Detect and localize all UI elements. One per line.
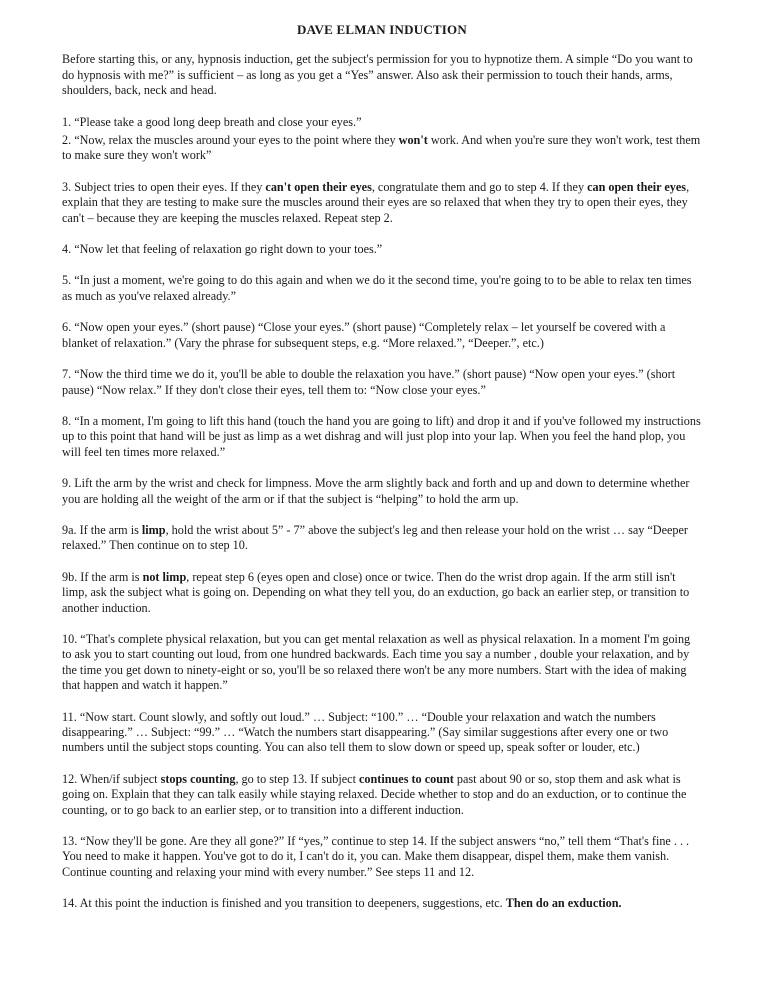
- text-run: 9. Lift the arm by the wrist and check for limpness. Move the arm slightly back and forth and up and down to determine whether you are holding all the weight of the arm or if that the subject is “helping” to hold the arm up.: [62, 476, 690, 506]
- text-run: work. And when you're sure they won't work, test them to make sure they won't work”: [62, 133, 701, 163]
- paragraph: [62, 367, 702, 398]
- text-run: 13. “Now they'll be gone. Are they all gone?” If “yes,” continue to step 14. If the subject answers “no,” tell them “That's fine . . . You need to make it happen. You've got to do it, I can't do it, you can. Make them disappear, dispel them, make them vanish. Continue counting and relaxing your mind with every number.” See steps 11 and 12.: [62, 834, 690, 879]
- text-run: 14. At this point the induction is finished and you transition to deepeners, suggestions, etc.: [62, 896, 506, 911]
- paragraph: [62, 632, 702, 694]
- bold-text: stops counting: [160, 771, 236, 786]
- text-run: , hold the wrist about 5” - 7” above the subject's leg and then release your hold on the wrist … say “Deeper relaxed.” Then continue on to step 10.: [62, 522, 688, 553]
- paragraph: [62, 476, 702, 507]
- text-run: , repeat step 6 (eyes open and close) once or twice. Then do the wrist drop again. If the arm still isn't limp, ask the subject what is going on. Depending on what they tell you, do an exduction, go back an earlier step, or transition to another induction.: [62, 569, 690, 615]
- paragraph: [62, 180, 702, 226]
- bold-text: limp: [141, 522, 166, 537]
- bold-text: Then do an exduction.: [505, 896, 622, 911]
- text-run: 4. “Now let that feeling of relaxation go right down to your toes.”: [62, 242, 383, 257]
- text-run: Before starting this, or any, hypnosis induction, get the subject's permission for you to hypnotize them. A simple “Do you want to do hypnosis with me?” is sufficient – as long as you get a “Yes” answer. Also ask their permission to touch their hands, arms, shoulders, back, neck and head.: [62, 52, 693, 98]
- text-run: 12. When/if subject: [62, 771, 161, 786]
- paragraph: [62, 133, 702, 164]
- paragraph: [62, 414, 702, 460]
- paragraph: [62, 772, 702, 818]
- paragraph: [62, 896, 702, 911]
- text-run: 8. “In a moment, I'm going to lift this hand (touch the hand you are going to lift) and drop it and if you've followed my instructions up to this point that hand will be just as limp as a wet dishrag and will just plop into your lap. When you feel the hand plop, you will feel ten times more relaxed.”: [62, 413, 701, 459]
- paragraph: [62, 523, 702, 554]
- text-run: , go to step 13. If subject: [235, 771, 360, 786]
- document-title: DAVE ELMAN INDUCTION: [297, 22, 467, 37]
- paragraph: [62, 242, 702, 257]
- bold-text: can open their eyes: [587, 179, 687, 194]
- document-page: [62, 22, 702, 928]
- paragraph: [62, 320, 702, 351]
- paragraph: [62, 834, 702, 880]
- text-run: 10. “That's complete physical relaxation, but you can get mental relaxation as well as physical relaxation. In a moment I'm going to ask you to start counting out loud, from one hundred backwards. Each time you say a number , double your relaxation, and by the time you get down to ninety-eight or so, you'll be so relaxed there won't be any more numbers. Start with the idea of making that happen and watch it happen.”: [62, 631, 691, 693]
- text-run: , congratulate them and go to step 4. If they: [371, 179, 588, 194]
- text-run: , explain that they are testing to make sure the muscles around their eyes are so relaxed that when they try to open their eyes, they can't – because they are keeping the muscles relaxed. Repeat step 2.: [62, 179, 690, 225]
- paragraph: [62, 115, 702, 130]
- paragraph: [62, 273, 702, 304]
- bold-text: won't: [398, 133, 428, 148]
- paragraph: [62, 570, 702, 616]
- text-run: 9b. If the arm is: [62, 569, 143, 584]
- bold-text: not limp: [142, 569, 187, 584]
- text-run: 6. “Now open your eyes.” (short pause) “Close your eyes.” (short pause) “Completely relax – let yourself be covered with a blanket of relaxation.” (Vary the phrase for subsequent steps, e.g. “More relaxed.”, “Deeper.”, etc.): [62, 320, 666, 350]
- document-body: [62, 52, 702, 911]
- text-run: 2. “Now, relax the muscles around your eyes to the point where they: [62, 133, 399, 148]
- bold-text: can't open their eyes: [265, 179, 372, 194]
- paragraph: [62, 52, 702, 98]
- paragraph: [62, 710, 702, 756]
- text-run: 1. “Please take a good long deep breath and close your eyes.”: [62, 114, 362, 129]
- text-run: 5. “In just a moment, we're going to do this again and when we do it the second time, you're going to to be able to relax ten times as much as you've relaxed already.”: [62, 273, 692, 303]
- text-run: 7. “Now the third time we do it, you'll be able to double the relaxation you have.” (short pause) “Now open your eyes.” (short pause) “Now relax.” If they don't close their eyes, tell them to: “Now close your eyes.”: [62, 367, 676, 397]
- text-run: past about 90 or so, stop them and ask what is going on. Explain that they can talk easily while staying relaxed. Decide whether to stop and do an exduction, or to continue the counting, or to go back to an earlier step, or to transition into a different induction.: [62, 771, 687, 817]
- text-run: 9a. If the arm is: [62, 522, 142, 537]
- bold-text: continues to count: [359, 771, 454, 786]
- text-run: 3. Subject tries to open their eyes. If they: [62, 179, 266, 194]
- text-run: 11. “Now start. Count slowly, and softly out loud.” … Subject: “100.” … “Double your relaxation and watch the numbers disappearing.” … Subject: “99.” … “Watch the numbers start disappearing.” (Say similar suggestions after every one or two numbers until the subject stops counting. You can also tell them to slow down or speed up, speak softer or louder, etc.): [62, 709, 669, 755]
